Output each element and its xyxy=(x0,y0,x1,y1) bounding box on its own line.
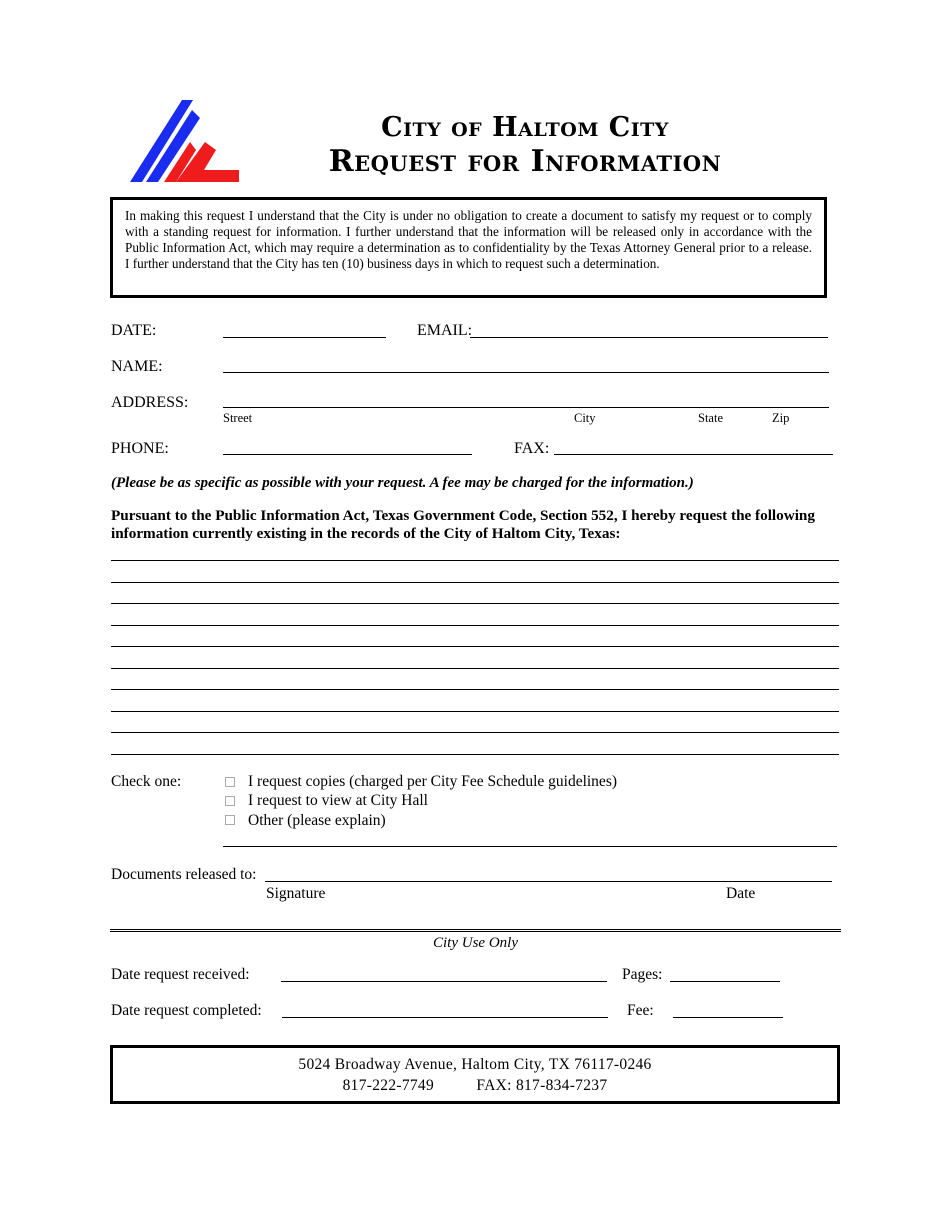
date-field[interactable] xyxy=(223,337,386,338)
request-line[interactable] xyxy=(111,732,839,733)
name-label: NAME: xyxy=(111,358,163,375)
request-line[interactable] xyxy=(111,711,839,712)
signature-field[interactable] xyxy=(265,881,832,882)
email-field[interactable] xyxy=(470,337,828,338)
request-line[interactable] xyxy=(111,646,839,647)
pursuant-statement: Pursuant to the Public Information Act, Texas Government Code, Section 552, I hereby request the following information currently existing in the records of the City of Haltom City, Texas: xyxy=(111,507,815,542)
fee-field[interactable] xyxy=(673,1017,783,1018)
completed-label: Date request completed: xyxy=(111,1002,262,1019)
date-label: DATE: xyxy=(111,322,157,339)
other-explain-field[interactable] xyxy=(223,846,837,847)
copies-checkbox[interactable] xyxy=(225,777,235,787)
signature-sublabel: Signature xyxy=(266,885,326,902)
released-to-label: Documents released to: xyxy=(111,866,257,883)
state-sublabel: State xyxy=(698,411,723,425)
date-sublabel: Date xyxy=(726,885,756,902)
zip-sublabel: Zip xyxy=(772,411,790,425)
footer-phones xyxy=(113,1075,837,1096)
phone-field[interactable] xyxy=(223,454,472,455)
fee-label: Fee: xyxy=(627,1002,654,1019)
other-checkbox[interactable] xyxy=(225,815,235,825)
city-logo xyxy=(130,100,240,184)
request-line[interactable] xyxy=(111,560,839,561)
name-field[interactable] xyxy=(223,372,829,373)
disclaimer-notice: In making this request I understand that the City is under no obligation to create a document to satisfy my request or to comply with a standing request for information. I further understand that the information will be released only in accordance with the Public Information Act, which may require a determination as to confidentiality by the Texas Attorney General prior to a release. I further understand that the City has ten (10) business days in which to request such a determination. xyxy=(110,197,827,298)
city-title: City of Haltom City xyxy=(381,112,669,143)
other-option-label: Other (please explain) xyxy=(248,812,386,829)
view-option-label: I request to view at City Hall xyxy=(248,792,428,809)
check-one-label: Check one: xyxy=(111,773,182,790)
city-use-divider xyxy=(110,929,841,932)
phone-label: PHONE: xyxy=(111,440,169,457)
city-sublabel: City xyxy=(574,411,596,425)
footer-address: 5024 Broadway Avenue, Haltom City, TX 76117-0246 xyxy=(298,1056,652,1073)
footer-fax: FAX: 817-834-7237 xyxy=(476,1077,608,1094)
request-line[interactable] xyxy=(111,603,839,604)
received-field[interactable] xyxy=(281,981,607,982)
fax-field[interactable] xyxy=(554,454,833,455)
fee-note: (Please be as specific as possible with your request. A fee may be charged for the information.) xyxy=(111,475,694,491)
address-field[interactable] xyxy=(223,407,829,408)
city-use-title: City Use Only xyxy=(433,935,518,951)
request-line[interactable] xyxy=(111,582,839,583)
fax-label: FAX: xyxy=(514,440,550,457)
view-checkbox[interactable] xyxy=(225,796,235,806)
completed-field[interactable] xyxy=(282,1017,608,1018)
footer-phone: 817-222-7749 xyxy=(342,1077,435,1094)
email-label: EMAIL: xyxy=(417,322,473,339)
request-line[interactable] xyxy=(111,668,839,669)
form-title: Request for Information xyxy=(328,144,722,179)
request-line[interactable] xyxy=(111,625,839,626)
request-line[interactable] xyxy=(111,754,839,755)
address-label: ADDRESS: xyxy=(111,394,189,411)
contact-footer xyxy=(110,1045,840,1104)
street-sublabel: Street xyxy=(223,411,253,425)
pages-field[interactable] xyxy=(670,981,780,982)
copies-option-label: I request copies (charged per City Fee Schedule guidelines) xyxy=(248,773,618,790)
received-label: Date request received: xyxy=(111,966,250,983)
request-line[interactable] xyxy=(111,689,839,690)
pages-label: Pages: xyxy=(622,966,663,983)
